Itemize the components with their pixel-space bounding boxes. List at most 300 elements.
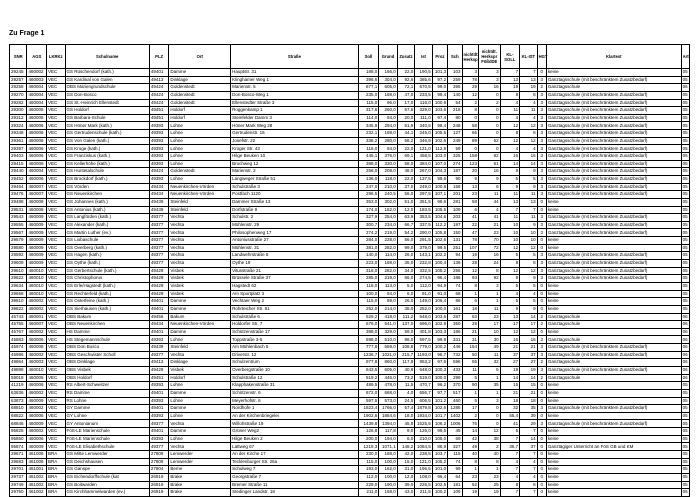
table-cell: 105,0 bbox=[432, 435, 447, 443]
column-header: Straße bbox=[231, 45, 359, 69]
table-cell: 2 bbox=[462, 99, 478, 107]
table-cell: GS Oythe (kath.) bbox=[65, 260, 149, 268]
table-cell: GS Langförden (kath.) bbox=[65, 214, 149, 222]
table-cell: 49377 bbox=[149, 252, 169, 260]
table-cell: 06 bbox=[681, 366, 689, 374]
table-cell: keine bbox=[546, 412, 681, 420]
table-cell: 40 bbox=[462, 451, 478, 459]
table-cell: 101,3 bbox=[432, 69, 447, 77]
table-cell: 100,9 bbox=[432, 99, 447, 107]
table-cell: 29270 bbox=[10, 91, 27, 99]
table-cell: Langweger Straße 51 bbox=[231, 175, 359, 183]
table-cell: 49429 bbox=[149, 366, 169, 374]
table-cell: 1884,6 bbox=[379, 412, 398, 420]
table-cell: 0 bbox=[537, 443, 546, 451]
table-cell: 12 bbox=[520, 122, 537, 130]
table-cell: 54 bbox=[448, 99, 462, 107]
table-cell: 304,0 bbox=[379, 76, 398, 84]
table-row bbox=[10, 183, 690, 191]
table-cell: keine bbox=[546, 206, 681, 214]
table-cell: 49434 bbox=[149, 321, 169, 329]
table-cell: 100,2 bbox=[432, 489, 447, 497]
table-cell: keine bbox=[546, 305, 681, 313]
table-cell: 06 bbox=[681, 328, 689, 336]
table-cell: 06 bbox=[681, 84, 689, 92]
table-cell: 19 bbox=[520, 366, 537, 374]
table-header bbox=[10, 45, 690, 69]
table-cell: 1934,0 bbox=[415, 412, 432, 420]
table-cell: 1006 bbox=[448, 420, 462, 428]
table-cell: 294,0 bbox=[379, 122, 398, 130]
table-cell: 0 bbox=[537, 389, 546, 397]
table-cell: 15 bbox=[500, 382, 520, 390]
table-cell: Willohstraße 19 bbox=[231, 420, 359, 428]
table-cell: 4 bbox=[479, 206, 501, 214]
table-cell: Ganztagsschule (mit beschränktem Zusatzbedarf) bbox=[546, 260, 681, 268]
table-cell: 95825 bbox=[10, 428, 27, 436]
table-cell: 05 bbox=[681, 252, 689, 260]
table-cell: 4 bbox=[520, 99, 537, 107]
table-cell: 327,9 bbox=[358, 214, 379, 222]
table-cell: 11 bbox=[479, 191, 501, 199]
table-row bbox=[10, 130, 690, 138]
table-cell: Vechta bbox=[169, 214, 231, 222]
table-cell: 0 bbox=[479, 122, 501, 130]
table-cell: 280,0 bbox=[379, 137, 398, 145]
table-cell: Damme bbox=[169, 305, 231, 313]
table-cell: 88,9 bbox=[432, 443, 447, 451]
table-cell: VEC bbox=[47, 336, 66, 344]
table-cell: 977,8 bbox=[358, 359, 379, 367]
table-cell: Neuenkirchen-Vörden bbox=[169, 191, 231, 199]
table-cell: 460008 bbox=[27, 206, 47, 214]
table-cell: 12 bbox=[462, 91, 478, 99]
table-cell: 190,0 bbox=[379, 481, 398, 489]
table-cell: 45743 bbox=[10, 313, 27, 321]
table-cell: 105,2 bbox=[432, 267, 447, 275]
table-cell: Ganztagsschule (mit beschränktem Zusatzbedarf) bbox=[546, 160, 681, 168]
table-cell: GS Sierhausen (kath.) bbox=[65, 305, 149, 313]
table-cell: 49393 bbox=[149, 137, 169, 145]
column-header: KL-IST bbox=[520, 45, 537, 69]
table-cell: 05 bbox=[681, 298, 689, 306]
table-cell: 29737 bbox=[10, 473, 27, 481]
table-cell: 99,6 bbox=[432, 175, 447, 183]
table-cell: 9,0 bbox=[397, 428, 414, 436]
table-cell: 460009 bbox=[27, 443, 47, 451]
table-cell: 460009 bbox=[27, 214, 47, 222]
table-cell: 100,2 bbox=[432, 344, 447, 352]
table-cell: 27809 bbox=[149, 451, 169, 459]
table-cell: 05 bbox=[681, 458, 689, 466]
table-cell: keine bbox=[546, 282, 681, 290]
table-cell: Postfach 1120 bbox=[231, 191, 359, 199]
table-cell: 3 bbox=[479, 282, 501, 290]
table-cell: 460006 bbox=[27, 412, 47, 420]
table-row bbox=[10, 122, 690, 130]
table-cell: 66,7 bbox=[397, 221, 414, 229]
table-cell: Ganztagsschule (mit beschränktem Zusatzbedarf) bbox=[546, 91, 681, 99]
table-cell: 78 bbox=[462, 76, 478, 84]
table-cell: Ganztagsschule (mit beschränktem Zusatzbedarf) bbox=[546, 183, 681, 191]
table-cell: 7 bbox=[520, 206, 537, 214]
table-cell: 696,0 bbox=[415, 321, 432, 329]
table-cell: Vitusstraße 21 bbox=[231, 267, 359, 275]
table-cell: 115,0 bbox=[358, 99, 379, 107]
table-cell: keine bbox=[546, 290, 681, 298]
table-cell: 49377 bbox=[149, 221, 169, 229]
table-cell: 18 bbox=[500, 397, 520, 405]
table-cell: 11 bbox=[520, 191, 537, 199]
table-cell: 05 bbox=[681, 282, 689, 290]
table-cell: keine bbox=[546, 473, 681, 481]
table-cell: 5 bbox=[500, 298, 520, 306]
table-cell: 214,0 bbox=[379, 305, 398, 313]
table-cell: 0 bbox=[537, 473, 546, 481]
table-cell: 73,2 bbox=[397, 374, 414, 382]
table-cell: 0 bbox=[537, 282, 546, 290]
table-cell: Ganztägiger Unterricht an FöS GB und KM bbox=[546, 443, 681, 451]
table-row bbox=[10, 91, 690, 99]
table-cell: 29257 bbox=[10, 76, 27, 84]
table-cell: 401,8 bbox=[415, 328, 432, 336]
table-cell: 23 bbox=[462, 473, 478, 481]
table-cell: 29464 bbox=[10, 183, 27, 191]
table-cell: 353,5 bbox=[415, 214, 432, 222]
table-cell: VEC bbox=[47, 412, 66, 420]
table-cell: 94,0 bbox=[379, 290, 398, 298]
table-cell: 19 bbox=[520, 84, 537, 92]
table-cell: 5 bbox=[520, 175, 537, 183]
table-cell: 9 bbox=[479, 175, 501, 183]
table-cell: 121,0 bbox=[415, 458, 432, 466]
table-cell: 446 bbox=[448, 344, 462, 352]
table-cell: 329,0 bbox=[415, 107, 432, 115]
table-cell: 282,0 bbox=[379, 267, 398, 275]
table-cell: 215,7 bbox=[397, 351, 414, 359]
table-cell: Vechta bbox=[169, 221, 231, 229]
table-cell: 9 bbox=[500, 168, 520, 176]
table-cell: 445,1 bbox=[358, 153, 379, 161]
table-cell: Vechtaer Weg 2 bbox=[231, 298, 359, 306]
table-cell: 29701 bbox=[10, 466, 27, 474]
table-cell: 7 bbox=[520, 466, 537, 474]
table-cell: GY Lohne bbox=[65, 412, 149, 420]
column-header: Ist bbox=[415, 45, 432, 69]
table-row bbox=[10, 412, 690, 420]
table-cell: 103,7 bbox=[432, 451, 447, 459]
table-cell: Damme bbox=[169, 428, 231, 436]
table-cell: 05 bbox=[681, 397, 689, 405]
table-cell: 99,9 bbox=[432, 336, 447, 344]
column-header: nichtdt. Herkspr bbox=[462, 45, 478, 69]
table-cell: 51,0 bbox=[397, 198, 414, 206]
table-cell: 49456 bbox=[149, 313, 169, 321]
table-cell: Lohne bbox=[169, 382, 231, 390]
table-cell: Ganztagsschule (mit beschränktem Zusatzbedarf) bbox=[546, 344, 681, 352]
table-cell: 4 bbox=[520, 145, 537, 153]
table-cell: Ganztagsschule bbox=[546, 313, 681, 321]
table-cell: VEC bbox=[47, 321, 66, 329]
table-cell: 461002 bbox=[27, 489, 47, 497]
table-cell: Rohrteicher Str. 81 bbox=[231, 305, 359, 313]
table-cell: 118,0 bbox=[379, 175, 398, 183]
table-cell: 1236,7 bbox=[358, 351, 379, 359]
table-cell: 187 bbox=[448, 168, 462, 176]
table-cell: Ganztagsschule bbox=[546, 374, 681, 382]
table-cell: 11,5 bbox=[397, 382, 414, 390]
table-cell: Lohne bbox=[169, 137, 231, 145]
table-cell: 74 bbox=[448, 458, 462, 466]
table-cell: 1 bbox=[462, 389, 478, 397]
table-cell: 677,1 bbox=[358, 84, 379, 92]
table-cell: Ellenstedter Straße 3 bbox=[231, 99, 359, 107]
table-cell: VEC bbox=[47, 389, 66, 397]
table-cell: 8 bbox=[500, 260, 520, 268]
table-cell: 49451 bbox=[149, 114, 169, 122]
table-cell: 0 bbox=[537, 298, 546, 306]
table-cell: 0 bbox=[479, 145, 501, 153]
table-cell: 460003 bbox=[27, 76, 47, 84]
table-cell: VEC bbox=[47, 405, 66, 413]
table-cell: 140,0 bbox=[358, 252, 379, 260]
table-cell: Ganztagsschule (mit beschränktem Zusatzbedarf) bbox=[546, 175, 681, 183]
table-cell: 92 bbox=[479, 275, 501, 283]
table-cell: 460002 bbox=[27, 389, 47, 397]
table-cell: 0 bbox=[537, 305, 546, 313]
table-cell: 370 bbox=[448, 382, 462, 390]
table-cell: 16 bbox=[479, 252, 501, 260]
table-cell: 50 bbox=[462, 351, 478, 359]
table-cell: 05 bbox=[681, 389, 689, 397]
table-cell: 44,1 bbox=[397, 130, 414, 138]
table-cell: 17 bbox=[462, 405, 478, 413]
table-cell: Schulzentrum bbox=[231, 359, 359, 367]
table-cell: GS Rüschendorf (kath.) bbox=[65, 69, 149, 77]
table-cell: 32 bbox=[479, 359, 501, 367]
table-cell: Holdorf bbox=[169, 374, 231, 382]
table-cell: 100,0 bbox=[432, 305, 447, 313]
table-cell: 460009 bbox=[27, 252, 47, 260]
table-row bbox=[10, 267, 690, 275]
table-cell: 11 bbox=[500, 214, 520, 222]
table-cell: 3 bbox=[537, 137, 546, 145]
table-cell: 248 bbox=[448, 122, 462, 130]
table-cell: 137,5 bbox=[415, 175, 432, 183]
table-cell: VEC bbox=[47, 374, 66, 382]
table-cell: 49429 bbox=[149, 290, 169, 298]
table-cell: 238,5 bbox=[415, 451, 432, 459]
table-cell: 274 bbox=[448, 160, 462, 168]
table-cell: OBS Geschwister Scholl bbox=[65, 351, 149, 359]
table-cell: 16 bbox=[520, 336, 537, 344]
table-cell: 9 bbox=[462, 175, 478, 183]
table-cell: 460010 bbox=[27, 290, 47, 298]
table-cell: 69,1 bbox=[397, 153, 414, 161]
table-cell: 235,0 bbox=[358, 91, 379, 99]
table-cell: Ganztagsschule (mit beschränktem Zusatzbedarf) bbox=[546, 114, 681, 122]
table-row bbox=[10, 389, 690, 397]
table-cell: 21 bbox=[500, 389, 520, 397]
table-cell: 106,2 bbox=[432, 420, 447, 428]
table-cell: 06 bbox=[681, 344, 689, 352]
table-cell: 2 bbox=[537, 84, 546, 92]
table-cell: 332,5 bbox=[415, 267, 432, 275]
table-cell: VEC bbox=[47, 275, 66, 283]
table-cell: GS Gertrudenschule (kath.) bbox=[65, 130, 149, 138]
table-cell: 460010 bbox=[27, 366, 47, 374]
table-cell: 68 bbox=[448, 290, 462, 298]
table-cell: GS Kellerhöhe (kath.) bbox=[65, 160, 149, 168]
table-cell: 6,0 bbox=[397, 290, 414, 298]
table-cell: 12 bbox=[500, 244, 520, 252]
table-cell: Steinfeld bbox=[169, 344, 231, 352]
table-row bbox=[10, 168, 690, 176]
table-cell: Ganztagsschule (mit beschränktem Zusatzbedarf) bbox=[546, 99, 681, 107]
table-cell: 17,0 bbox=[397, 99, 414, 107]
table-cell: 3 bbox=[537, 420, 546, 428]
table-cell: 181 bbox=[448, 481, 462, 489]
table-cell: 12 bbox=[479, 428, 501, 436]
table-cell: Neuenkirchen-Vörden bbox=[169, 183, 231, 191]
table-cell: 325 bbox=[448, 153, 462, 161]
table-cell: 107 bbox=[462, 244, 478, 252]
table-cell: 9 bbox=[520, 275, 537, 283]
table-cell: 174,0 bbox=[358, 206, 379, 214]
table-cell: 05 bbox=[681, 130, 689, 138]
table-cell: 05 bbox=[681, 145, 689, 153]
table-cell: GS Kirchhammelwarden (ev.) bbox=[65, 489, 149, 497]
table-cell: 8 bbox=[520, 91, 537, 99]
column-header: HGT bbox=[537, 45, 546, 69]
table-cell: 210,0 bbox=[379, 183, 398, 191]
table-cell: 11 bbox=[479, 351, 501, 359]
table-cell: 47,0 bbox=[397, 91, 414, 99]
table-cell: 45767 bbox=[10, 328, 27, 336]
table-cell: Antoniusstraße 27 bbox=[231, 237, 359, 245]
table-cell: 106,4 bbox=[432, 298, 447, 306]
table-cell: 111,0 bbox=[415, 114, 432, 122]
table-cell: 4,0 bbox=[397, 389, 414, 397]
school-table bbox=[9, 44, 690, 497]
table-cell: 460009 bbox=[27, 229, 47, 237]
table-cell: 188,0 bbox=[379, 451, 398, 459]
table-cell: 460004 bbox=[27, 168, 47, 176]
table-cell: 1902,6 bbox=[358, 412, 379, 420]
table-cell: 3 bbox=[537, 366, 546, 374]
table-cell: 26919 bbox=[149, 473, 169, 481]
table-cell: 14 bbox=[520, 374, 537, 382]
table-cell: 510,0 bbox=[379, 336, 398, 344]
table-cell: 284,0 bbox=[358, 237, 379, 245]
table-cell: 95874 bbox=[10, 443, 27, 451]
table-cell: 3 bbox=[537, 91, 546, 99]
table-cell: 63,9 bbox=[397, 214, 414, 222]
table-cell: 460010 bbox=[27, 275, 47, 283]
table-cell: 0 bbox=[537, 290, 546, 298]
table-cell: 16 bbox=[500, 153, 520, 161]
table-cell: VEC bbox=[47, 183, 66, 191]
table-cell: GS Rechterfeld (kath.) bbox=[65, 290, 149, 298]
table-cell: Visbek bbox=[169, 366, 231, 374]
table-cell: Bruchweg 12 bbox=[231, 160, 359, 168]
table-cell: 05 bbox=[681, 412, 689, 420]
table-cell: 6,0 bbox=[397, 435, 414, 443]
table-cell: 1766,0 bbox=[379, 405, 398, 413]
table-cell: 99,6 bbox=[432, 198, 447, 206]
table-cell: Vechta bbox=[169, 244, 231, 252]
table-cell: 140 bbox=[448, 91, 462, 99]
table-cell: 14 bbox=[520, 160, 537, 168]
table-cell: 06 bbox=[681, 321, 689, 329]
table-cell: 208,0 bbox=[379, 168, 398, 176]
table-cell: 23 bbox=[479, 229, 501, 237]
table-row bbox=[10, 451, 690, 459]
table-cell: 100,0 bbox=[379, 473, 398, 481]
table-cell: 51,9 bbox=[397, 122, 414, 130]
table-cell: VEC bbox=[47, 428, 66, 436]
table-cell: 34,0 bbox=[397, 267, 414, 275]
table-cell: 91,0 bbox=[415, 290, 432, 298]
table-cell: 49401 bbox=[149, 389, 169, 397]
column-header: KL-SOLL bbox=[500, 45, 520, 69]
table-cell: 290,0 bbox=[415, 229, 432, 237]
table-cell: 29415 bbox=[10, 160, 27, 168]
table-cell: Ganztagsschule bbox=[546, 84, 681, 92]
table-cell: 460004 bbox=[27, 91, 47, 99]
table-cell: 1193,0 bbox=[415, 351, 432, 359]
table-row bbox=[10, 244, 690, 252]
table-cell: 8 bbox=[462, 107, 478, 115]
table-cell: 597,5 bbox=[415, 336, 432, 344]
table-cell: 541,0 bbox=[379, 321, 398, 329]
table-cell: 0 bbox=[537, 489, 546, 497]
table-cell: keine bbox=[546, 328, 681, 336]
table-cell: 5 bbox=[500, 428, 520, 436]
table-cell: VEC bbox=[47, 328, 66, 336]
table-cell: 52 bbox=[462, 481, 478, 489]
table-cell: 0 bbox=[479, 405, 501, 413]
table-cell: VEC bbox=[47, 313, 66, 321]
table-cell: keine bbox=[546, 382, 681, 390]
table-cell: Goldenstedt bbox=[169, 168, 231, 176]
table-cell: 29634 bbox=[10, 282, 27, 290]
table-cell: 186 bbox=[448, 275, 462, 283]
table-cell: 0 bbox=[537, 435, 546, 443]
column-header: PLZ bbox=[149, 45, 169, 69]
table-cell: 100,8 bbox=[432, 183, 447, 191]
table-cell: 12 bbox=[500, 122, 520, 130]
table-cell: RS Damme bbox=[65, 389, 149, 397]
table-cell: Goldenstedt bbox=[169, 91, 231, 99]
table-cell: Grüner Weg2 bbox=[231, 428, 359, 436]
table-cell: 285,0 bbox=[358, 275, 379, 283]
table-cell: 26919 bbox=[149, 481, 169, 489]
table-row bbox=[10, 366, 690, 374]
table-cell: 11 bbox=[500, 107, 520, 115]
table-cell: 1823,4 bbox=[358, 405, 379, 413]
table-cell: 108,0 bbox=[415, 473, 432, 481]
table-cell: keine bbox=[546, 451, 681, 459]
table-cell: 13 bbox=[462, 183, 478, 191]
table-cell: 39 bbox=[520, 412, 537, 420]
table-row bbox=[10, 221, 690, 229]
table-cell: 5 bbox=[500, 252, 520, 260]
table-cell: 302,0 bbox=[379, 198, 398, 206]
table-cell: VEC bbox=[47, 168, 66, 176]
table-cell: 97,4 bbox=[432, 114, 447, 122]
table-cell: 118,0 bbox=[358, 282, 379, 290]
